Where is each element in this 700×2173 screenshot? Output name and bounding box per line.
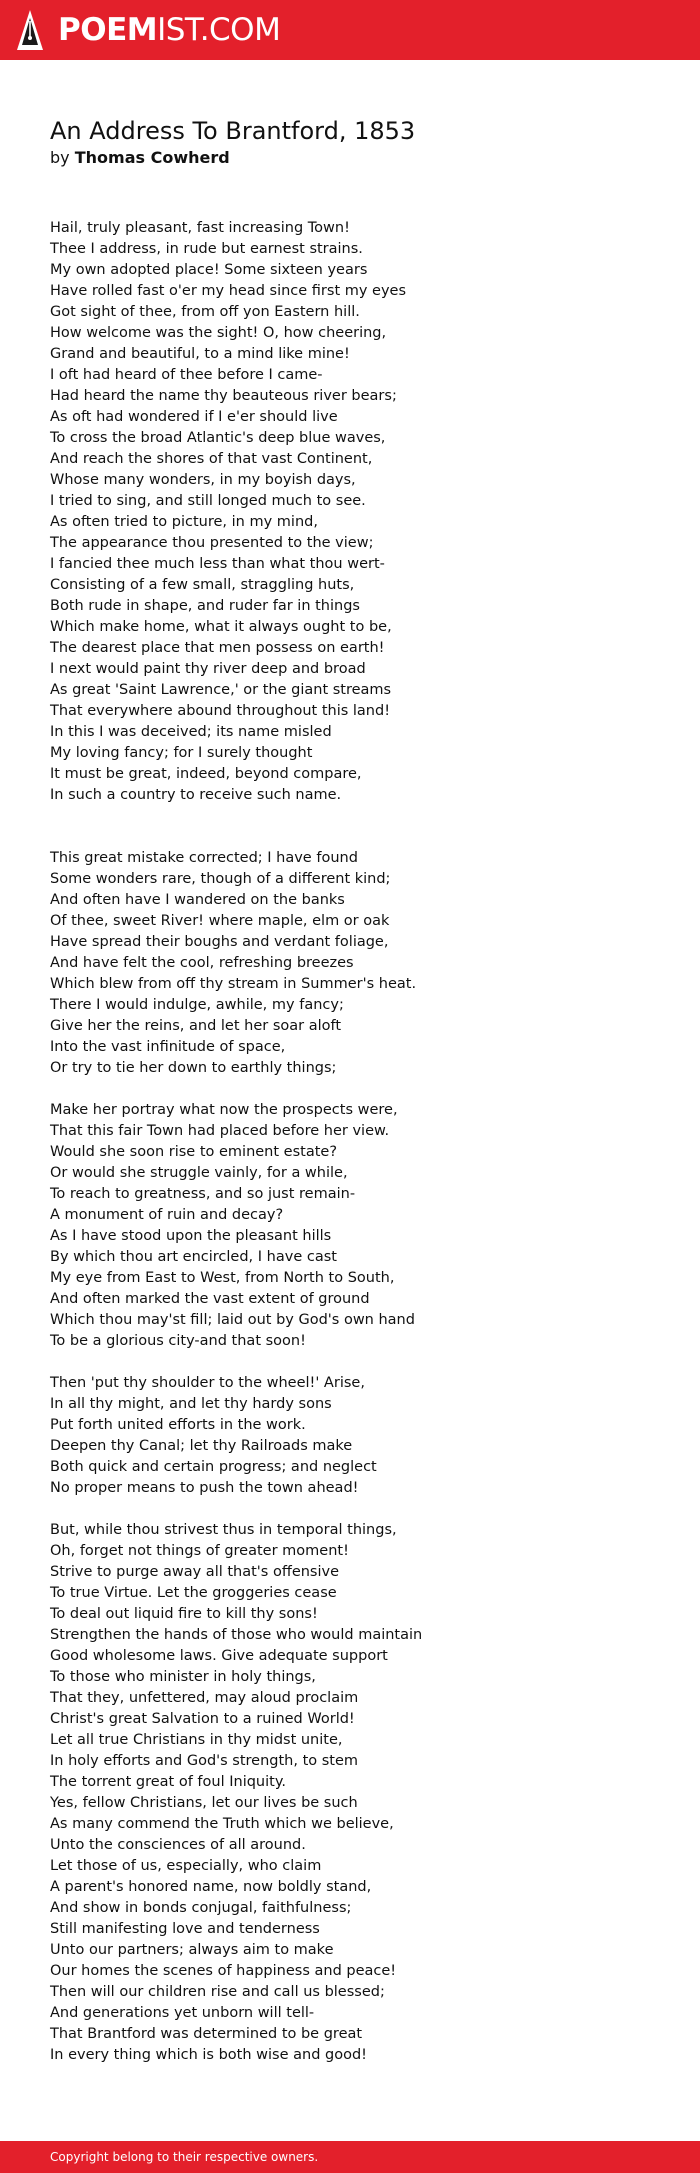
poem-title: An Address To Brantford, 1853 [50,117,416,145]
poem-stanza [50,848,670,1079]
poem-line: Grand and beautiful, to a mind like mine! [50,346,350,362]
poem-line: Both quick and certain progress; and neglect [50,1459,377,1475]
poem-line: But, while thou strivest thus in temporal things, [50,1522,397,1538]
poem-line: Let those of us, especially, who claim [50,1858,322,1874]
poem-line: There I would indulge, awhile, my fancy; [50,997,344,1013]
poem-line: Unto the consciences of all around. [50,1837,306,1853]
poem-line: That Brantford was determined to be great [50,2026,363,2042]
poem-line: I oft had heard of thee before I came- [50,367,323,383]
poem-byline [50,147,230,169]
poem-line: My loving fancy; for I surely thought [50,745,313,761]
pen-nib-icon [16,9,44,51]
poem-line: I tried to sing, and still longed much to see. [50,493,366,509]
poem-line: In this I was deceived; its name misled [50,724,332,740]
poem-line: Our homes the scenes of happiness and peace! [50,1963,397,1979]
poem-line: Have rolled fast o'er my head since first my eyes [50,283,407,299]
copyright-text: Copyright belong to their respective owners. [50,2150,319,2164]
poem-line: Then will our children rise and call us blessed; [50,1984,385,2000]
poem-line: Let all true Christians in thy midst unite, [50,1732,343,1748]
poem-line: And show in bonds conjugal, faithfulness; [50,1900,352,1916]
poem-line: As many commend the Truth which we believe, [50,1816,394,1832]
poem-line: Which blew from off thy stream in Summer's heat. [50,976,417,992]
poem-line: And often have I wandered on the banks [50,892,345,908]
poem-stanza [50,1100,670,1352]
poem-body [50,218,670,2066]
poem-line: Make her portray what now the prospects were, [50,1102,398,1118]
poem-line: Put forth united efforts in the work. [50,1417,306,1433]
poem-line: Yes, fellow Christians, let our lives be such [50,1795,358,1811]
stanza-gap [50,806,670,848]
poem-line: Have spread their boughs and verdant foliage, [50,934,389,950]
poem-line: Into the vast infinitude of space, [50,1039,286,1055]
poem-line: Or would she struggle vainly, for a while, [50,1165,348,1181]
poem-line: To deal out liquid fire to kill thy sons! [50,1606,318,1622]
site-footer [0,2141,700,2173]
author-link[interactable]: Thomas Cowherd [74,148,230,167]
poem-line: Unto our partners; always aim to make [50,1942,334,1958]
site-logo[interactable] [16,9,280,51]
poem-line: I next would paint thy river deep and broad [50,661,366,677]
poem-line: As I have stood upon the pleasant hills [50,1228,332,1244]
poem-line: The dearest place that men possess on earth! [50,640,385,656]
poem-line: As oft had wondered if I e'er should live [50,409,338,425]
poem-line: Which thou may'st fill; laid out by God's own hand [50,1312,415,1328]
stanza-gap [50,1352,670,1373]
poem-line: To be a glorious city-and that soon! [50,1333,306,1349]
poem-line: That everywhere abound throughout this land! [50,703,391,719]
poem-line: Still manifesting love and tenderness [50,1921,320,1937]
poem-line: This great mistake corrected; I have found [50,850,358,866]
poem-line: In holy efforts and God's strength, to stem [50,1753,359,1769]
poem-line: How welcome was the sight! O, how cheering, [50,325,387,341]
poem-line: That this fair Town had placed before her view. [50,1123,390,1139]
poem-line: Had heard the name thy beauteous river bears; [50,388,397,404]
poem-stanza [50,218,670,806]
site-header [0,0,700,60]
poem-line: Would she soon rise to eminent estate? [50,1144,338,1160]
poem-line: As great 'Saint Lawrence,' or the giant streams [50,682,392,698]
logo-text-bold: POEM [58,12,158,48]
poem-line: Good wholesome laws. Give adequate support [50,1648,388,1664]
poem-line: And reach the shores of that vast Continent, [50,451,373,467]
poem-line: Give her the reins, and let her soar aloft [50,1018,342,1034]
poem-line: To cross the broad Atlantic's deep blue waves, [50,430,386,446]
poem-line: Oh, forget not things of greater moment! [50,1543,349,1559]
poem-line: Deepen thy Canal; let thy Railroads make [50,1438,353,1454]
poem-line: I fancied thee much less than what thou wert- [50,556,385,572]
poem-line: A monument of ruin and decay? [50,1207,284,1223]
poem-stanza [50,1373,670,1499]
poem-line: Of thee, sweet River! where maple, elm or oak [50,913,390,929]
poem-line: Both rude in shape, and ruder far in things [50,598,360,614]
poem-line: Got sight of thee, from off yon Eastern hill. [50,304,360,320]
stanza-gap [50,1499,670,1520]
poem-line: Some wonders rare, though of a different kind; [50,871,391,887]
stanza-gap [50,1079,670,1100]
poem-line: It must be great, indeed, beyond compare, [50,766,362,782]
poem-line: As often tried to picture, in my mind, [50,514,318,530]
poem-stanza [50,1520,670,2066]
poem-line: Christ's great Salvation to a ruined World! [50,1711,355,1727]
poem-line: My own adopted place! Some sixteen years [50,262,368,278]
poem-line: To those who minister in holy things, [50,1669,316,1685]
poem-line: Hail, truly pleasant, fast increasing Town! [50,220,350,236]
poem-line: In every thing which is both wise and good! [50,2047,367,2063]
by-label: by [50,148,70,167]
poem-line: Whose many wonders, in my boyish days, [50,472,356,488]
poem-line: No proper means to push the town ahead! [50,1480,359,1496]
poem-line: Strive to purge away all that's offensive [50,1564,340,1580]
poem-line: And have felt the cool, refreshing breezes [50,955,354,971]
poem-line: Or try to tie her down to earthly things; [50,1060,337,1076]
poem-line: To true Virtue. Let the groggeries cease [50,1585,337,1601]
poem-line: In such a country to receive such name. [50,787,342,803]
poem-line: And often marked the vast extent of ground [50,1291,370,1307]
poem-line: To reach to greatness, and so just remain- [50,1186,356,1202]
poem-line: Strengthen the hands of those who would maintain [50,1627,423,1643]
logo-text-light: IST.COM [157,12,281,48]
poem-line: The torrent great of foul Iniquity. [50,1774,286,1790]
poem-line: And generations yet unborn will tell- [50,2005,315,2021]
poem-line: By which thou art encircled, I have cast [50,1249,337,1265]
poem-line: The appearance thou presented to the view; [50,535,374,551]
poem-line: That they, unfettered, may aloud proclaim [50,1690,359,1706]
poem-line: Which make home, what it always ought to be, [50,619,392,635]
poem-line: Thee I address, in rude but earnest strains. [50,241,363,257]
logo-text [58,9,280,51]
poem-line: Consisting of a few small, straggling huts, [50,577,355,593]
poem-line: Then 'put thy shoulder to the wheel!' Arise, [50,1375,365,1391]
poem-line: My eye from East to West, from North to South, [50,1270,395,1286]
poem-line: In all thy might, and let thy hardy sons [50,1396,332,1412]
poem-line: A parent's honored name, now boldly stand, [50,1879,372,1895]
